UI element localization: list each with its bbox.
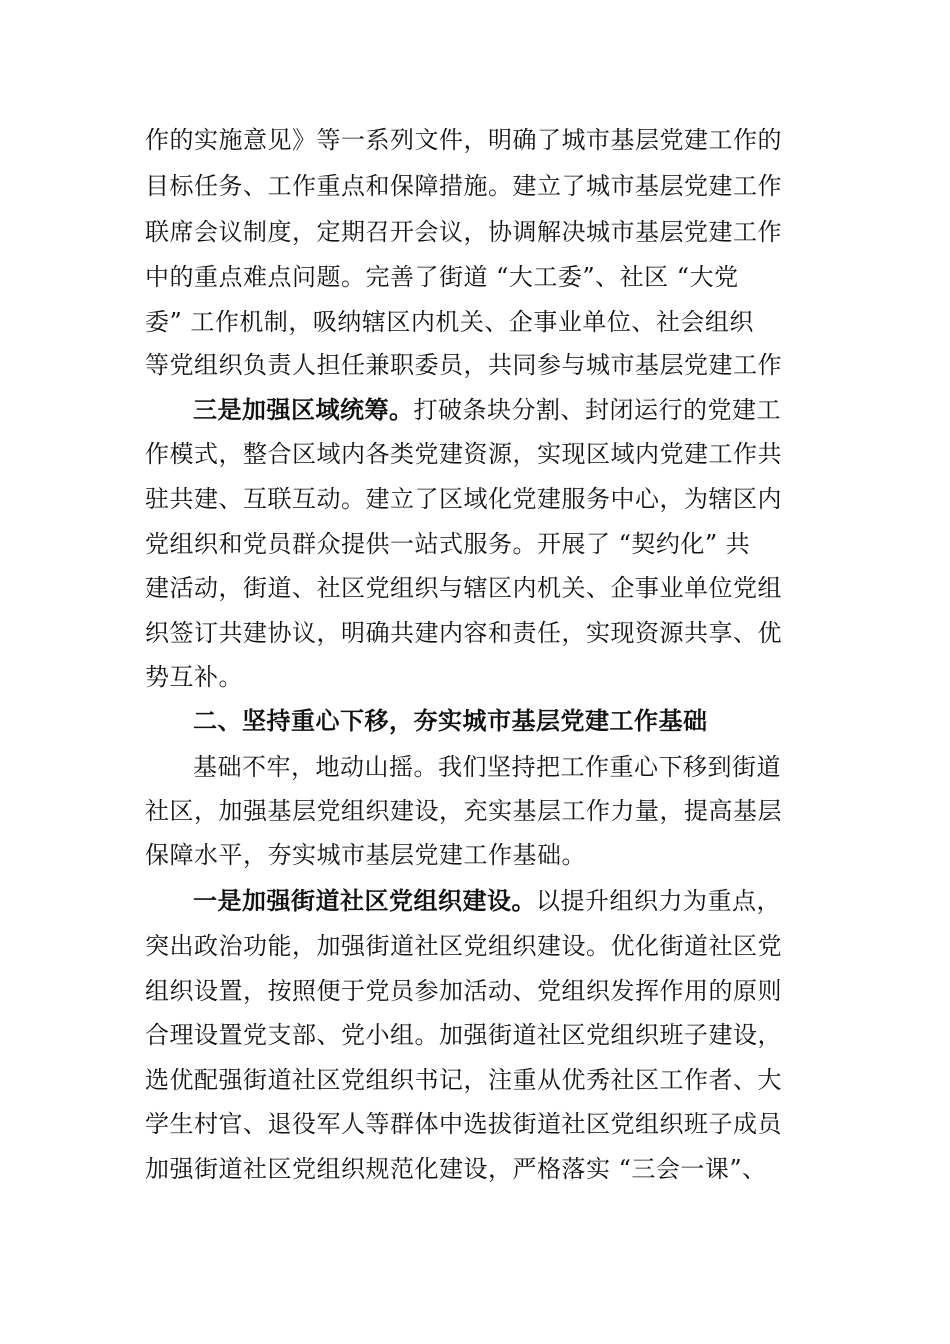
paragraph-1-line-2: 目标任务、工作重点和保障措施。建立了城市基层党建工作	[145, 172, 782, 200]
paragraph-2-first-line-rest: 打破条块分割、封闭运行的党建工	[413, 396, 781, 424]
paragraph-2-line-4: 党组织和党员群众提供一站式服务。开展了 “契约化” 共	[145, 530, 751, 558]
paragraph-4-lead: 一是加强街道社区党组织建设。	[193, 886, 536, 915]
paragraph-2-line-2: 作模式，整合区域内各类党建资源，实现区域内党建工作共	[145, 440, 782, 468]
paragraph-4-line-4: 合理设置党支部、党小组。加强街道社区党组织班子建设，	[145, 1021, 782, 1049]
paragraph-4-line-5: 选优配强街道社区党组织书记，注重从优秀社区工作者、大	[145, 1066, 782, 1094]
paragraph-4-line-1	[193, 877, 873, 925]
paragraph-1-line-5: 委” 工作机制，吸纳辖区内机关、企事业单位、社会组织	[145, 308, 754, 336]
paragraph-4-line-7: 加强街道社区党组织规范化建设，严格落实 “三会一课”、	[145, 1155, 767, 1183]
paragraph-4-line-6: 学生村官、退役军人等群体中选拔街道社区党组织班子成员	[145, 1110, 782, 1138]
paragraph-3-line-1: 基础不牢，地动山摇。我们坚持把工作重心下移到街道	[193, 753, 781, 781]
paragraph-3-line-2: 社区，加强基层党组织建设，充实基层工作力量，提高基层	[145, 797, 782, 825]
paragraph-1-line-3: 联席会议制度，定期召开会议，协调解决城市基层党建工作	[145, 218, 782, 246]
paragraph-2-lead: 三是加强区域统筹。	[193, 395, 414, 424]
paragraph-2-line-1	[193, 386, 873, 434]
paragraph-2-line-7: 势互补。	[145, 663, 243, 691]
paragraph-4-line-2: 突出政治功能，加强街道社区党组织建设。优化街道社区党	[145, 932, 782, 960]
paragraph-2-line-3: 驻共建、互联互动。建立了区域化党建服务中心，为辖区内	[145, 485, 782, 513]
paragraph-3-line-3: 保障水平，夯实城市基层党建工作基础。	[145, 841, 586, 869]
paragraph-4-line-3: 组织设置，按照便于党员参加活动、党组织发挥作用的原则	[145, 977, 782, 1005]
paragraph-1-line-4: 中的重点难点问题。完善了街道 “大工委”、社区 “大党	[145, 263, 739, 291]
paragraph-1-line-1: 作的实施意见》等一系列文件，明确了城市基层党建工作的	[145, 126, 782, 154]
section-heading: 二、坚持重心下移，夯实城市基层党建工作基础	[193, 707, 708, 735]
paragraph-4-first-line-rest: 以提升组织力为重点，	[536, 887, 781, 915]
paragraph-2-line-5: 建活动，街道、社区党组织与辖区内机关、企事业单位党组	[145, 574, 782, 602]
paragraph-1-line-6: 等党组织负责人担任兼职委员，共同参与城市基层党建工作	[145, 351, 782, 379]
paragraph-2-line-6: 织签订共建协议，明确共建内容和责任，实现资源共享、优	[145, 619, 782, 647]
